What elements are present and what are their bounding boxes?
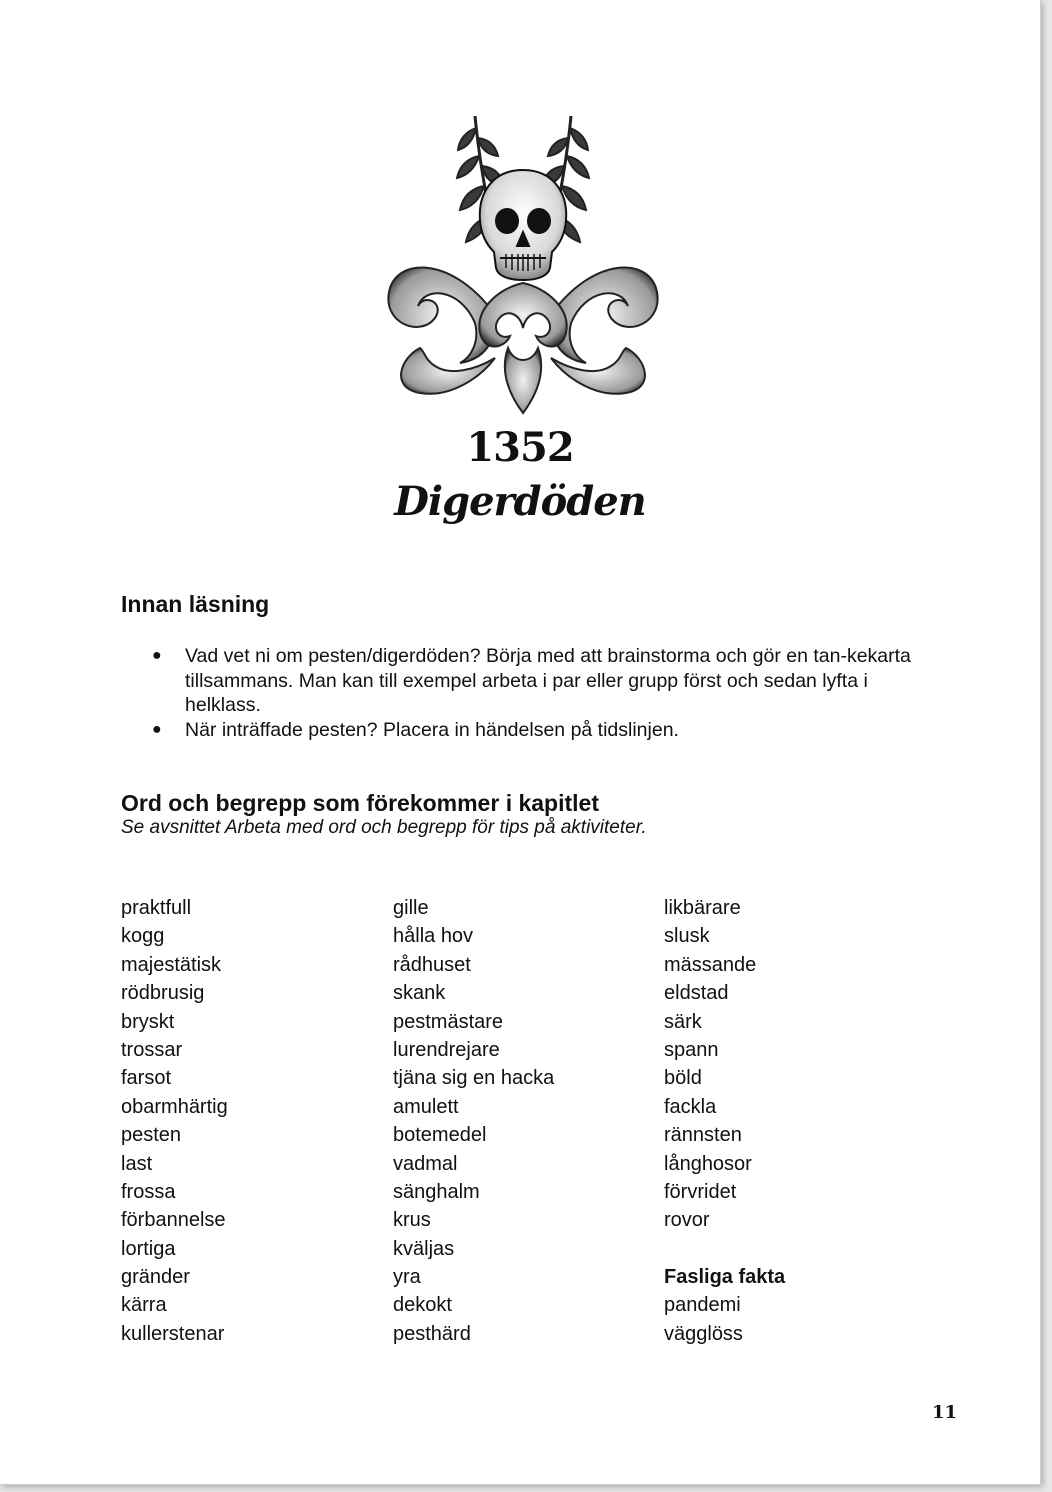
word-item: slusk (664, 925, 710, 948)
skull-and-laurel-ornament-icon (380, 108, 666, 420)
word-item: amulett (393, 1095, 459, 1118)
list-item-text: Vad vet ni om pesten/digerdöden? Börja med att brainstorma och gör en tan-kekarta tillsammans. Man kan till exempel arbeta i par eller grupp först och sedan lyfta i helklass. (185, 645, 911, 716)
word-column-1 (121, 894, 228, 1348)
word-item: bryskt (121, 1010, 175, 1033)
word-item: trossar (121, 1038, 183, 1061)
word-item: pesten (121, 1124, 182, 1147)
word-item: lurendrejare (393, 1038, 500, 1061)
word-item: mässande (664, 953, 757, 976)
word-item: tjäna sig en hacka (393, 1067, 555, 1090)
word-item: sänghalm (393, 1180, 480, 1203)
word-item: gränder (121, 1266, 190, 1289)
word-item: fackla (664, 1095, 717, 1118)
before-reading-list (150, 644, 920, 742)
bullet-icon: ● (152, 720, 162, 738)
word-item: förbannelse (121, 1209, 226, 1232)
word-item: majestätisk (121, 953, 222, 976)
words-heading: Ord och begrepp som förekommer i kapitlet (121, 790, 599, 816)
word-item: skank (393, 982, 446, 1005)
word-item: pandemi (664, 1294, 741, 1317)
word-item: böld (664, 1067, 702, 1090)
word-item: långhosor (664, 1152, 752, 1175)
word-item: dekokt (393, 1294, 452, 1317)
word-item: vägglöss (664, 1322, 743, 1345)
word-item: obarmhärtig (121, 1095, 228, 1118)
word-item: förvridet (664, 1180, 737, 1203)
word-item: botemedel (393, 1124, 487, 1147)
word-item: kullerstenar (121, 1322, 225, 1345)
word-item: kväljas (393, 1237, 455, 1260)
spacer (664, 1235, 785, 1263)
before-reading-heading: Innan läsning (121, 591, 270, 617)
bullet-icon: ● (152, 647, 162, 664)
word-item: frossa (121, 1180, 176, 1203)
word-item: eldstad (664, 982, 729, 1005)
word-item: vadmal (393, 1152, 458, 1175)
word-column-2 (393, 894, 554, 1348)
page-number: 11 (932, 1402, 958, 1423)
word-item: särk (664, 1010, 702, 1033)
chapter-year: 1352 (466, 424, 574, 471)
word-item: kärra (121, 1294, 167, 1317)
word-item: rödbrusig (121, 982, 205, 1005)
word-item: likbärare (664, 897, 741, 919)
word-item: rovor (664, 1209, 710, 1232)
list-item (150, 718, 920, 743)
word-item: yra (393, 1266, 421, 1289)
word-item: farsot (121, 1067, 172, 1090)
word-item: rådhuset (393, 953, 471, 976)
word-item: spann (664, 1038, 719, 1061)
word-item: gille (393, 897, 429, 919)
list-item-text: När inträffade pesten? Placera in händelsen på tidslinjen. (185, 718, 679, 741)
word-item: pesthärd (393, 1322, 471, 1345)
word-item: praktfull (121, 897, 192, 919)
word-item: pestmästare (393, 1010, 504, 1033)
list-item (150, 644, 920, 718)
word-item: hålla hov (393, 925, 474, 948)
word-column-3 (664, 894, 785, 1348)
word-item: rännsten (664, 1124, 742, 1147)
facts-heading: Fasliga fakta (664, 1266, 786, 1289)
words-subtitle: Se avsnittet Arbeta med ord och begrepp för tips på aktiviteter. (121, 817, 647, 838)
word-item: last (121, 1152, 153, 1175)
word-item: kogg (121, 925, 165, 948)
word-item: krus (393, 1209, 431, 1232)
chapter-title: Digerdöden (394, 478, 646, 525)
word-item: lortiga (121, 1237, 176, 1260)
